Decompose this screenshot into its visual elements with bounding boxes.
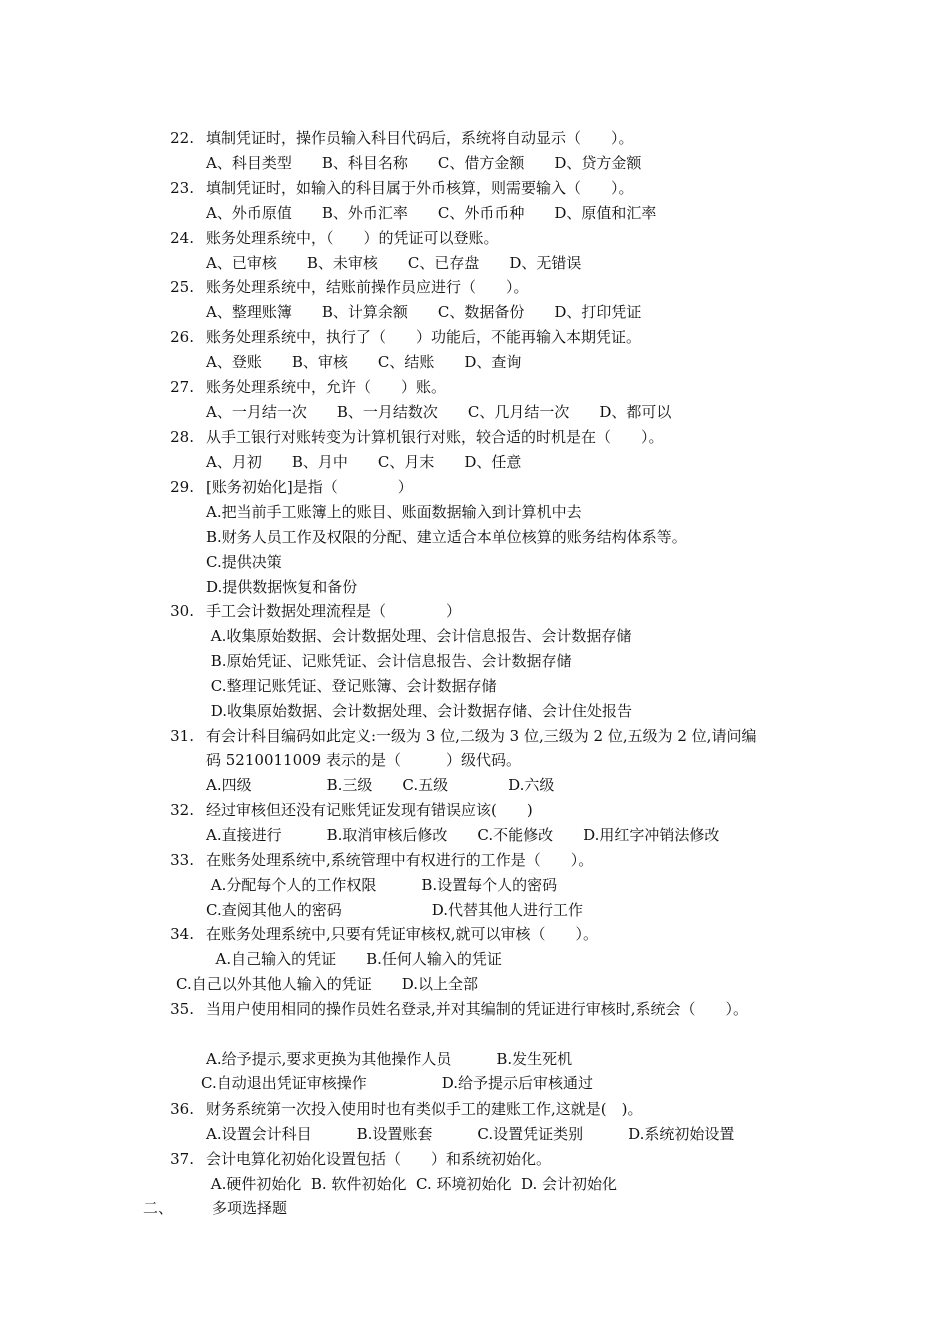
q34-option-line-2: C.自己以外其他人输入的凭证 D.以上全部: [176, 975, 478, 993]
q35-option-line-2: C.自动退出凭证审核操作 D.给予提示后审核通过: [201, 1074, 593, 1092]
question-number: 25.: [170, 278, 194, 296]
option-line: A、月初 B、月中 C、月末 D、任意: [206, 453, 522, 471]
question-text: 账务处理系统中，允许（ ）账。: [206, 378, 447, 396]
question-number: 32.: [170, 801, 194, 819]
question-text: 经过审核但还没有记账凭证发现有错误应该( ): [206, 801, 533, 819]
question-number: 24.: [170, 229, 194, 247]
question-number: 28.: [170, 428, 194, 446]
option-line: A.设置会计科目 B.设置账套 C.设置凭证类别 D.系统初始设置: [206, 1125, 735, 1143]
option-line: A、科目类型 B、科目名称 C、借方金额 D、贷方金额: [206, 154, 642, 172]
question-number: 36.: [170, 1100, 194, 1118]
question-text: 手工会计数据处理流程是（ ）: [206, 602, 462, 620]
question-text: 有会计科目编码如此定义:一级为 3 位,二级为 3 位,三级为 2 位,五级为 2 位,请问编: [206, 727, 757, 745]
question-number: 23.: [170, 179, 194, 197]
question-number: 31.: [170, 727, 194, 745]
option-line: B.财务人员工作及权限的分配、建立适合本单位核算的账务结构体系等。: [206, 528, 687, 546]
question-text: 在账务处理系统中,只要有凭证审核权,就可以审核（ ）。: [206, 925, 599, 943]
option-line: B.原始凭证、记账凭证、会计信息报告、会计数据存储: [206, 652, 572, 670]
question-number: 34.: [170, 925, 194, 943]
option-line: A、已审核 B、未审核 C、已存盘 D、无错误: [206, 254, 582, 272]
question-text: 填制凭证时，如输入的科目属于外币核算，则需要输入（ ）。: [206, 179, 634, 197]
question-text: 会计电算化初始化设置包括（ ）和系统初始化。: [206, 1150, 552, 1168]
question-number: 27.: [170, 378, 194, 396]
section-number: 二、: [143, 1199, 174, 1217]
option-line: A.四级 B.三级 C.五级 D.六级: [206, 776, 555, 794]
option-line: C.整理记账凭证、登记账簿、会计数据存储: [206, 677, 497, 695]
question-text: [账务初始化]是指（ ）: [206, 478, 413, 496]
option-line: C.查阅其他人的密码 D.代替其他人进行工作: [206, 901, 583, 919]
option-line: A、外币原值 B、外币汇率 C、外币币种 D、原值和汇率: [206, 204, 657, 222]
question-number: 30.: [170, 602, 194, 620]
question-text: 从手工银行对账转变为计算机银行对账，较合适的时机是在（ ）。: [206, 428, 664, 446]
option-line: D.提供数据恢复和备份: [206, 578, 358, 596]
option-line: A.分配每个人的工作权限 B.设置每个人的密码: [206, 876, 558, 894]
option-line: C.提供决策: [206, 553, 282, 571]
option-line: A.收集原始数据、会计数据处理、会计信息报告、会计数据存储: [206, 627, 632, 645]
question-number: 35.: [170, 1000, 194, 1018]
question-text: 账务处理系统中，（ ）的凭证可以登账。: [206, 229, 499, 247]
question-text: 当用户使用相同的操作员姓名登录,并对其编制的凭证进行审核时,系统会（ ）。: [206, 1000, 749, 1018]
option-line: A、一月结一次 B、一月结数次 C、几月结一次 D、都可以: [206, 403, 672, 421]
section-title: 多项选择题: [212, 1199, 288, 1217]
option-line: A.给予提示,要求更换为其他操作人员 B.发生死机: [206, 1050, 573, 1068]
question-text: 填制凭证时，操作员输入科目代码后，系统将自动显示（ ）。: [206, 129, 634, 147]
question-number: 22.: [170, 129, 194, 147]
option-line: A.把当前手工账簿上的账目、账面数据输入到计算机中去: [206, 503, 582, 521]
option-line: A.直接进行 B.取消审核后修改 C.不能修改 D.用红字冲销法修改: [206, 826, 720, 844]
option-line: D.收集原始数据、会计数据处理、会计数据存储、会计住处报告: [206, 702, 633, 720]
question-number: 29.: [170, 478, 194, 496]
option-line: A.自己输入的凭证 B.任何人输入的凭证: [206, 950, 502, 968]
option-line: 码 5210011009 表示的是（ ）级代码。: [206, 751, 521, 769]
question-text: 财务系统第一次投入使用时也有类似手工的建账工作,这就是( )。: [206, 1100, 643, 1118]
option-line: A、整理账簿 B、计算余额 C、数据备份 D、打印凭证: [206, 303, 642, 321]
option-line: A.硬件初始化 B. 软件初始化 C. 环境初始化 D. 会计初始化: [206, 1175, 618, 1193]
question-text: 账务处理系统中，执行了（ ）功能后，不能再输入本期凭证。: [206, 328, 642, 346]
question-text: 账务处理系统中，结账前操作员应进行（ ）。: [206, 278, 529, 296]
question-number: 33.: [170, 851, 194, 869]
question-number: 26.: [170, 328, 194, 346]
question-number: 37.: [170, 1150, 194, 1168]
option-line: A、登账 B、审核 C、结账 D、查询: [206, 353, 522, 371]
question-text: 在账务处理系统中,系统管理中有权进行的工作是（ ）。: [206, 851, 594, 869]
